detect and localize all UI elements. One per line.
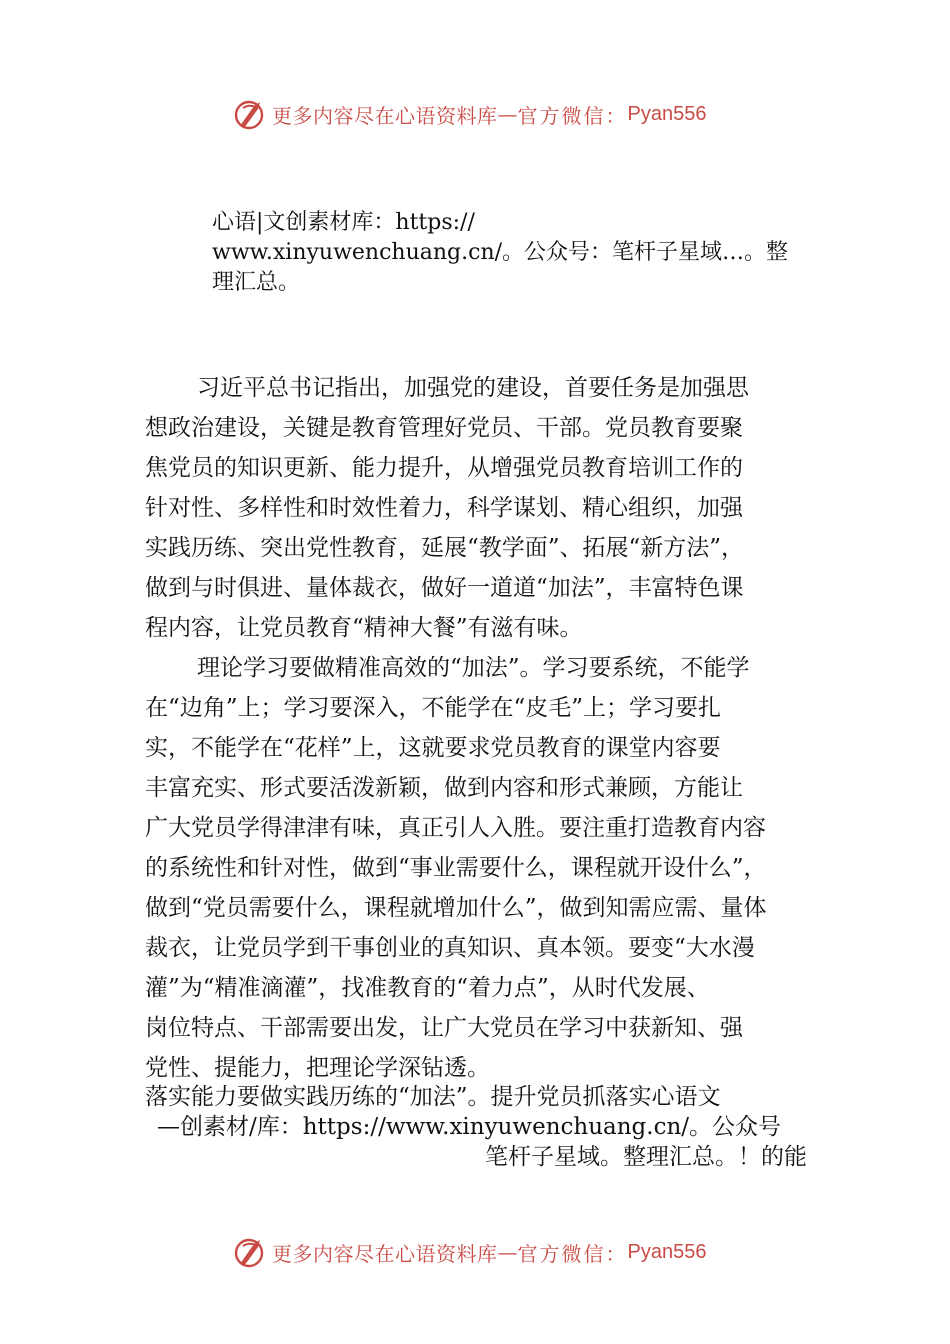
source-note-line: www.xinyuwenchuang.cn/。公众号：笔杆子星域…。整 xyxy=(212,240,789,265)
pen-nib-icon xyxy=(232,96,268,132)
paragraph-3 xyxy=(145,1082,825,1172)
source-note-line: 心语|文创素材库：https:// xyxy=(212,210,475,235)
text-line: 党性、提能力，把理论学深钻透。 xyxy=(145,1055,490,1081)
text-line: 针对性、多样性和时效性着力，科学谋划、精心组织，加强 xyxy=(145,495,743,521)
text-line: 岗位特点、干部需要出发，让广大党员在学习中获新知、强 xyxy=(145,1015,743,1041)
text-line: 想政治建设，关键是教育管理好党员、干部。党员教育要聚 xyxy=(145,415,743,441)
banner-separator: — xyxy=(497,102,518,126)
banner-handle: Pyan556 xyxy=(627,1240,707,1263)
paragraph-2 xyxy=(145,648,817,1088)
header-banner xyxy=(232,94,706,134)
text-line: 做到“党员需要什么，课程就增加什么”，做到知需应需、量体 xyxy=(145,895,767,921)
text-line: 灌”为“精准滴灌”，找准教育的“着力点”，从时代发展、 xyxy=(145,975,710,1001)
text-line: 裁衣，让党员学到干事创业的真知识、真本领。要变“大水漫 xyxy=(145,935,755,961)
banner-text: 更多内容尽在心语资料库 xyxy=(272,1241,498,1266)
banner-wechat-label: 官方微信： xyxy=(517,103,628,128)
source-note xyxy=(212,208,832,298)
article-body xyxy=(145,368,817,1088)
text-line: 广大党员学得津津有味，真正引人入胜。要注重打造教育内容 xyxy=(145,815,766,841)
footer-banner xyxy=(232,1232,706,1272)
text-line: 实，不能学在“花样”上，这就要求党员教育的课堂内容要 xyxy=(145,735,721,761)
text-line: 丰富充实、形式要活泼新颖，做到内容和形式兼顾，方能让 xyxy=(145,775,743,801)
text-line: 焦党员的知识更新、能力提升，从增强党员教育培训工作的 xyxy=(145,455,743,481)
text-line: 实践历练、突出党性教育，延展“教学面”、拓展“新方法”， xyxy=(145,535,745,561)
text-line: 笔杆子星域。整理汇总。！的能 xyxy=(485,1144,807,1170)
banner-handle: Pyan556 xyxy=(627,102,707,125)
text-line: 的系统性和针对性，做到“事业需要什么，课程就开设什么”， xyxy=(145,855,767,881)
text-line: —创素材/库：https://www.xinyuwenchuang.cn/。公众号 xyxy=(157,1114,782,1140)
text-line: 习近平总书记指出，加强党的建设，首要任务是加强思 xyxy=(197,375,749,401)
source-note-line: 理汇总。 xyxy=(212,270,301,295)
text-line: 做到与时俱进、量体裁衣，做好一道道“加法”，丰富特色课 xyxy=(145,575,744,601)
text-line: 落实能力要做实践历练的“加法”。提升党员抓落实心语文 xyxy=(145,1084,721,1110)
paragraph-1 xyxy=(145,368,817,648)
banner-separator: — xyxy=(497,1240,518,1264)
banner-wechat-label: 官方微信： xyxy=(517,1241,628,1266)
text-line: 在“边角”上；学习要深入，不能学在“皮毛”上；学习要扎 xyxy=(145,695,722,721)
text-line: 理论学习要做精准高效的“加法”。学习要系统，不能学 xyxy=(197,655,750,681)
pen-nib-icon xyxy=(232,1234,268,1270)
banner-text: 更多内容尽在心语资料库 xyxy=(272,103,498,128)
text-line: 程内容，让党员教育“精神大餐”有滋有味。 xyxy=(145,615,583,641)
